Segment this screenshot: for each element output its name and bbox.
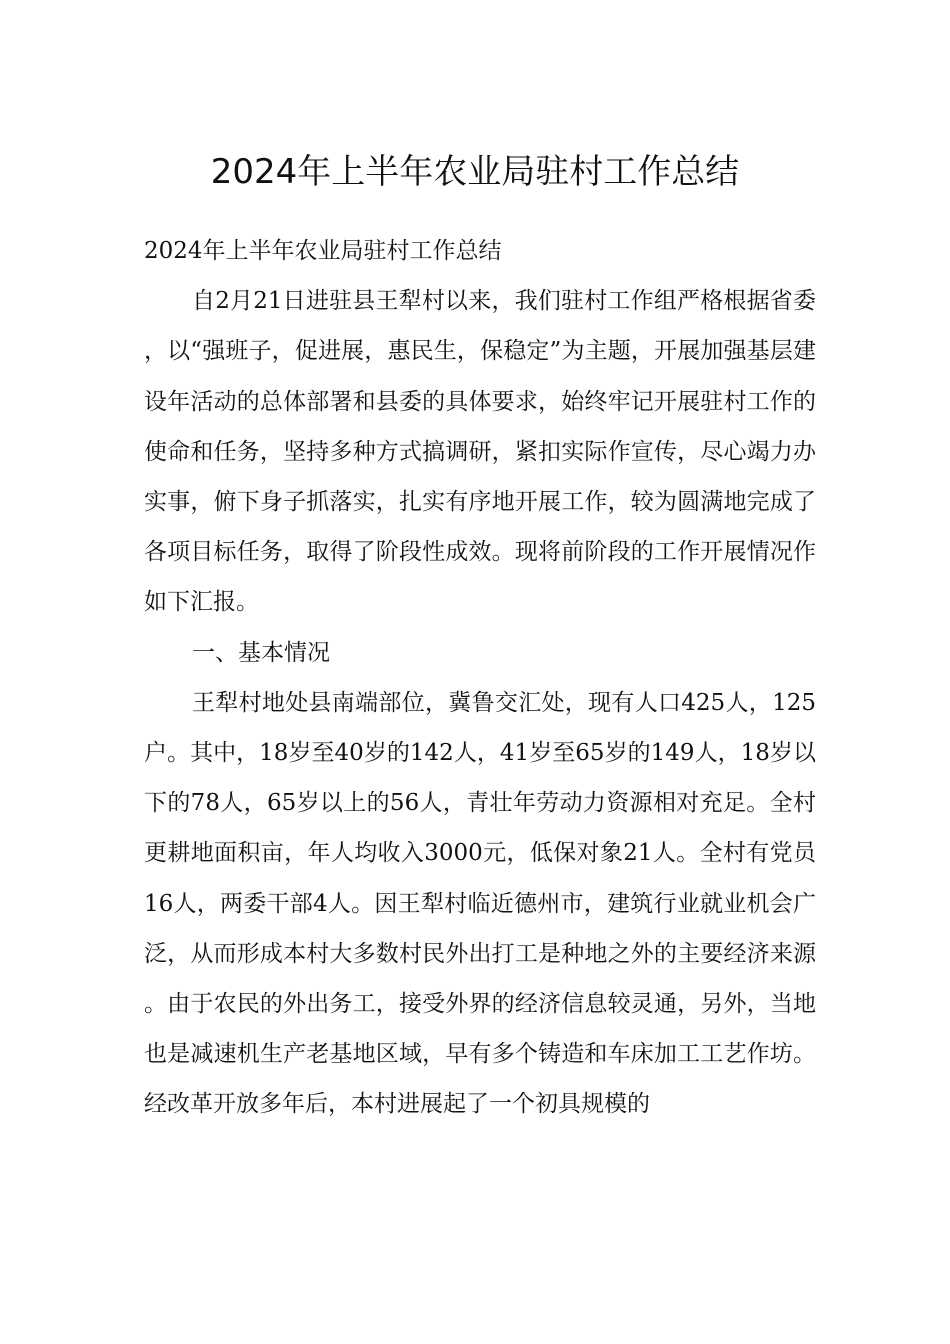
- document-body: [144, 226, 816, 1130]
- document-subtitle: 2024年上半年农业局驻村工作总结: [144, 238, 502, 264]
- document-title: 2024年上半年农业局驻村工作总结: [210, 151, 740, 192]
- paragraph-intro: 自2月21日进驻县王犁村以来，我们驻村工作组严格根据省委，以“强班子，促进展，惠民生，保稳定”为主题，开展加强基层建设年活动的总体部署和县委的具体要求，始终牢记开展驻村工作的使命和任务，坚持多种方式搞调研，紧扣实际作宣传，尽心竭力办实事，俯下身子抓落实，扎实有序地开展工作，较为圆满地完成了各项目标任务，取得了阶段性成效。现将前阶段的工作开展情况作如下汇报。: [144, 288, 816, 616]
- paragraph-basic-situation: 王犁村地处县南端部位，冀鲁交汇处，现有人口425人，125户。其中，18岁至40岁的142人，41岁至65岁的149人，18岁以下的78人，65岁以上的56人，青壮年劳动力资源相对充足。全村更耕地面积亩，年人均收入3000元，低保对象21人。全村有党员16人，两委干部4人。因王犁村临近德州市，建筑行业就业机会广泛，从而形成本村大多数村民外出打工是种地之外的主要经济来源。由于农民的外出务工，接受外界的经济信息较灵通，另外，当地也是减速机生产老基地区域，早有多个铸造和车床加工工艺作坊。经改革开放多年后，本村进展起了一个初具规模的: [144, 689, 816, 1118]
- section-heading-basic-situation: 一、基本情况: [192, 639, 330, 666]
